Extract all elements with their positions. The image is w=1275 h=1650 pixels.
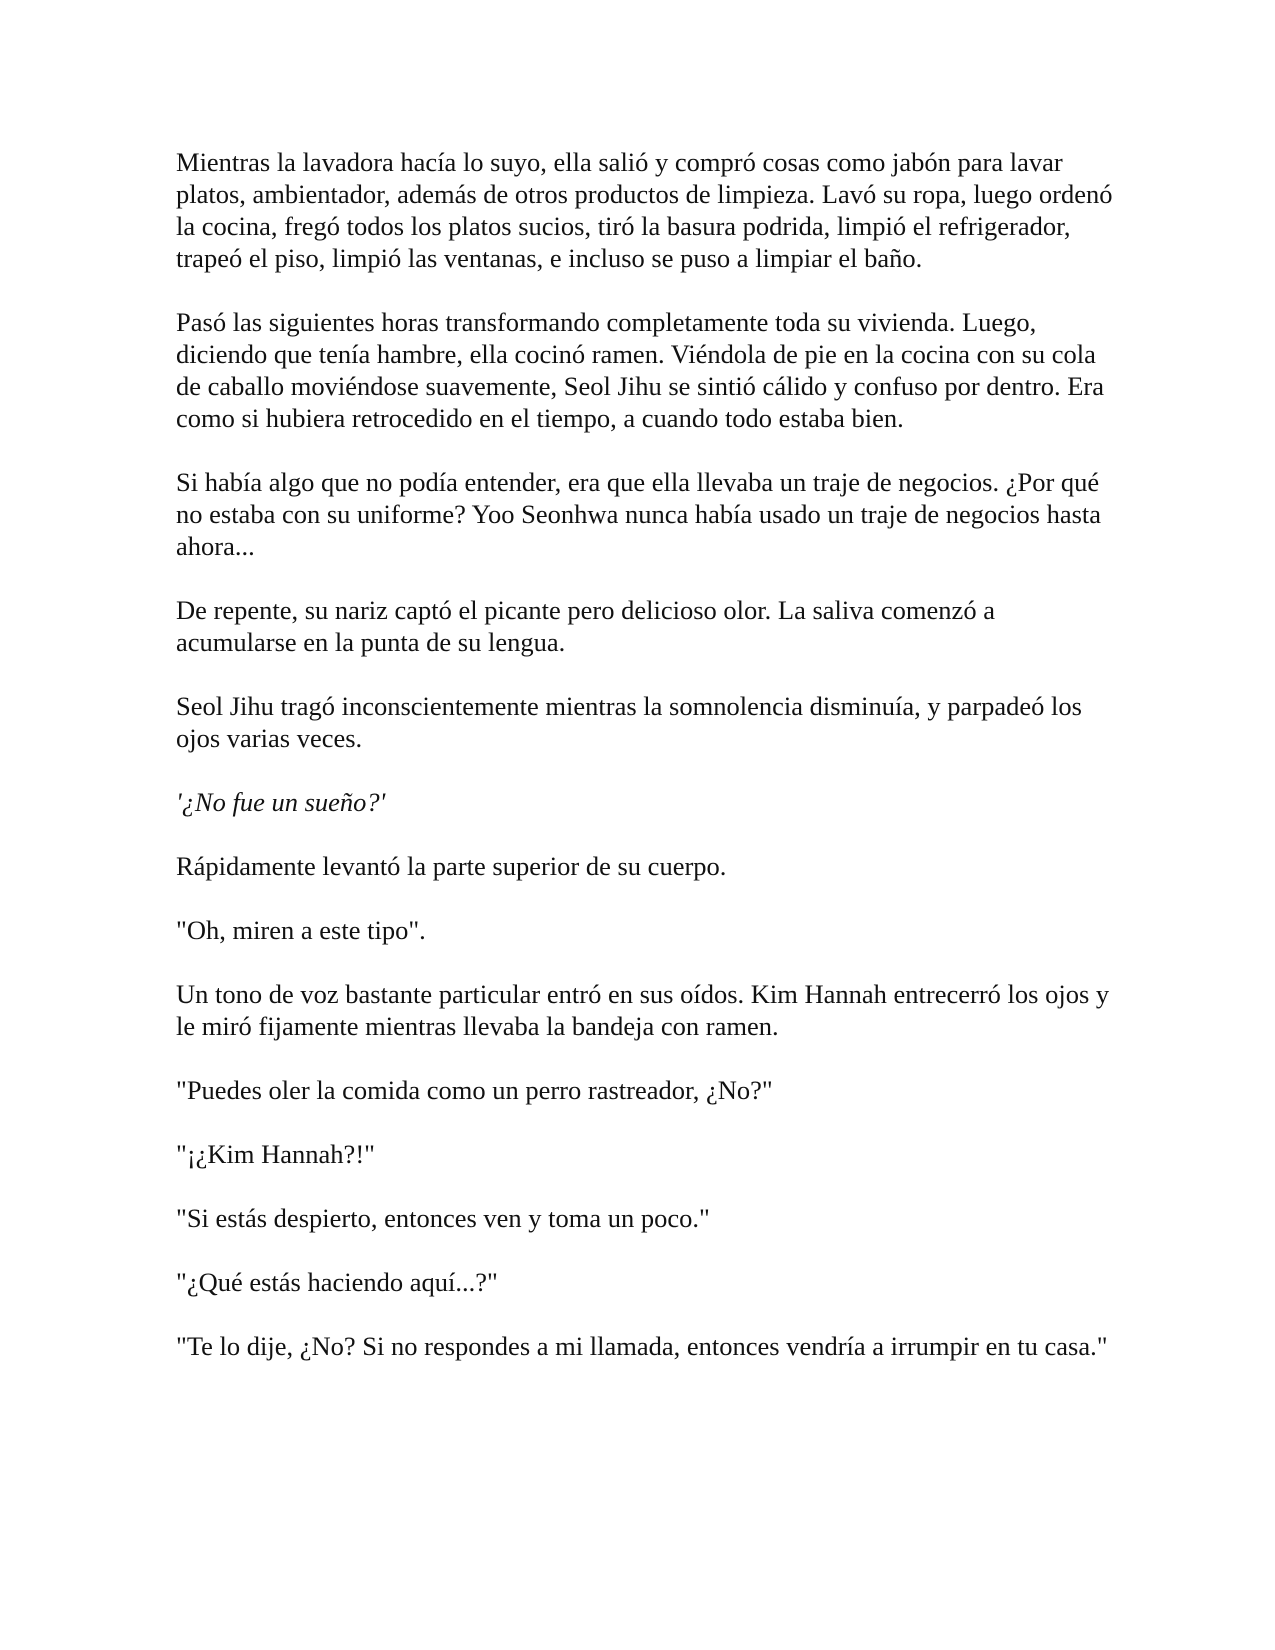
paragraph-1: Mientras la lavadora hacía lo suyo, ella salió y compró cosas como jabón para lavar platos, ambientador, además de otros productos de limpieza. Lavó su ropa, luego ordenó la cocina, fregó todos los platos sucios, tiró la basura podrida, limpió el refrigerador, trapeó el piso, limpió las ventanas, e incluso se puso a limpiar el baño. [176,147,1113,273]
paragraph-12-dialogue: "Si estás despierto, entonces ven y toma un poco." [176,1203,710,1233]
paragraph-4: De repente, su nariz captó el picante pero delicioso olor. La saliva comenzó a acumularse en la punta de su lengua. [176,595,995,657]
paragraph-6-thought: '¿No fue un sueño?' [176,787,386,817]
paragraph-13-dialogue: "¿Qué estás haciendo aquí...?" [176,1267,498,1297]
paragraph-7: Rápidamente levantó la parte superior de su cuerpo. [176,851,727,881]
paragraph-2: Pasó las siguientes horas transformando completamente toda su vivienda. Luego, diciendo que tenía hambre, ella cocinó ramen. Viéndola de pie en la cocina con su cola de caballo moviéndose suavemente, Seol Jihu se sintió cálido y confuso por dentro. Era como si hubiera retrocedido en el tiempo, a cuando todo estaba bien. [176,307,1105,433]
paragraph-8-dialogue: "Oh, miren a este tipo". [176,915,426,945]
paragraph-5: Seol Jihu tragó inconscientemente mientras la somnolencia disminuía, y parpadeó los ojos varias veces. [176,691,1082,753]
paragraph-14-dialogue: "Te lo dije, ¿No? Si no respondes a mi llamada, entonces vendría a irrumpir en tu casa." [176,1331,1108,1361]
paragraph-3: Si había algo que no podía entender, era que ella llevaba un traje de negocios. ¿Por qué no estaba con su uniforme? Yoo Seonhwa nunca había usado un traje de negocios hasta ahora... [176,467,1102,561]
paragraph-10-dialogue: "Puedes oler la comida como un perro rastreador, ¿No?" [176,1075,773,1105]
paragraph-11-dialogue: "¡¿Kim Hannah?!" [176,1139,375,1169]
document-body [176,146,1116,1394]
paragraph-9: Un tono de voz bastante particular entró en sus oídos. Kim Hannah entrecerró los ojos y le miró fijamente mientras llevaba la bandeja con ramen. [176,979,1110,1041]
